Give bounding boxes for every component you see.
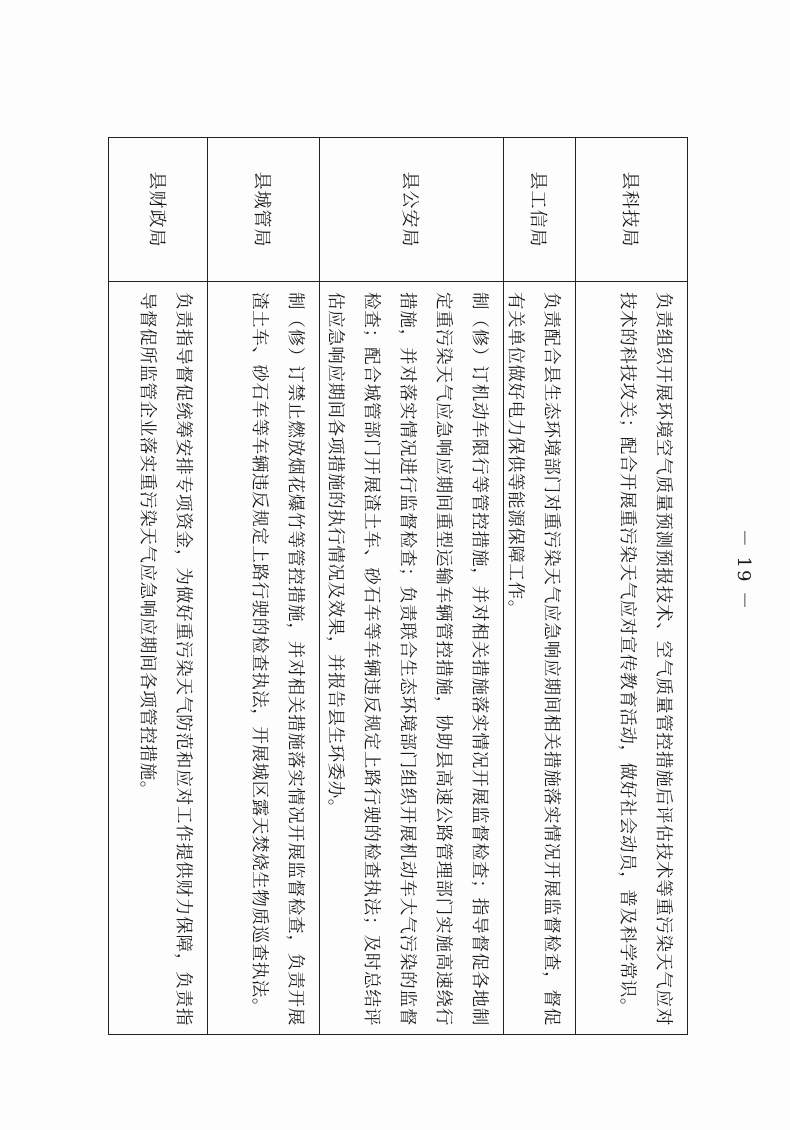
table-row bbox=[575, 138, 687, 1034]
duty-cell: 负责配合县生态环境部门对重污染天气应急响应期间相关措施落实情况开展监督检查，督促有关单位做好电力保供等能源保障工作。 bbox=[505, 292, 561, 1026]
duty-cell: 制（修）订禁止燃放烟花爆竹等管控措施，并对相关措施落实情况开展监督检查，负责开展渣土车、砂石车等车辆违反规定上路行驶的检查执法，开展城区露天焚烧生物质巡查执法。 bbox=[249, 292, 305, 1026]
duty-cell: 负责指导督促统筹安排专项资金，为做好重污染天气防范和应对工作提供财力保障，负责指导督促所监管企业落实重污染天气应急响应期间各项管控措施。 bbox=[137, 292, 193, 1026]
dept-cell: 县工信局 bbox=[504, 138, 575, 282]
table-wrapper bbox=[108, 137, 688, 1035]
duty-cell: 制（修）订机动车限行等管控措施，并对相关措施落实情况开展监督检查；指导督促各地制定重污染天气应急响应期间重型运输车辆管控措施，协助县高速公路管理部门实施高速绕行措施，并对落实情况进行监督检查；负责联合生态环境部门组织开展机动车大气污染的监督检查；配合城管部门开展渣土车、砂石车等车辆违反规定上路行驶的检查执法；及时总结评估应急响应期间各项措施的执行情况及效果，并报告县生环委办。 bbox=[325, 292, 489, 1026]
dept-cell: 县科技局 bbox=[576, 138, 687, 282]
table-row bbox=[319, 138, 503, 1034]
dept-cell: 县公安局 bbox=[320, 138, 503, 282]
table-row bbox=[109, 138, 207, 1034]
dept-cell: 县财政局 bbox=[109, 138, 207, 282]
page-number: － 19 － bbox=[733, 528, 754, 612]
duty-cell: 负责组织开展环境空气质量预测预报技术、空气质量管控措施后评估技术等重污染天气应对技术的科技攻关；配合开展重污染天气应对宣传教育活动，做好社会动员，普及科学常识。 bbox=[617, 292, 673, 1026]
dept-cell: 县城管局 bbox=[208, 138, 319, 282]
table-row bbox=[503, 138, 575, 1034]
table-row bbox=[207, 138, 319, 1034]
duty-table bbox=[108, 137, 688, 1035]
